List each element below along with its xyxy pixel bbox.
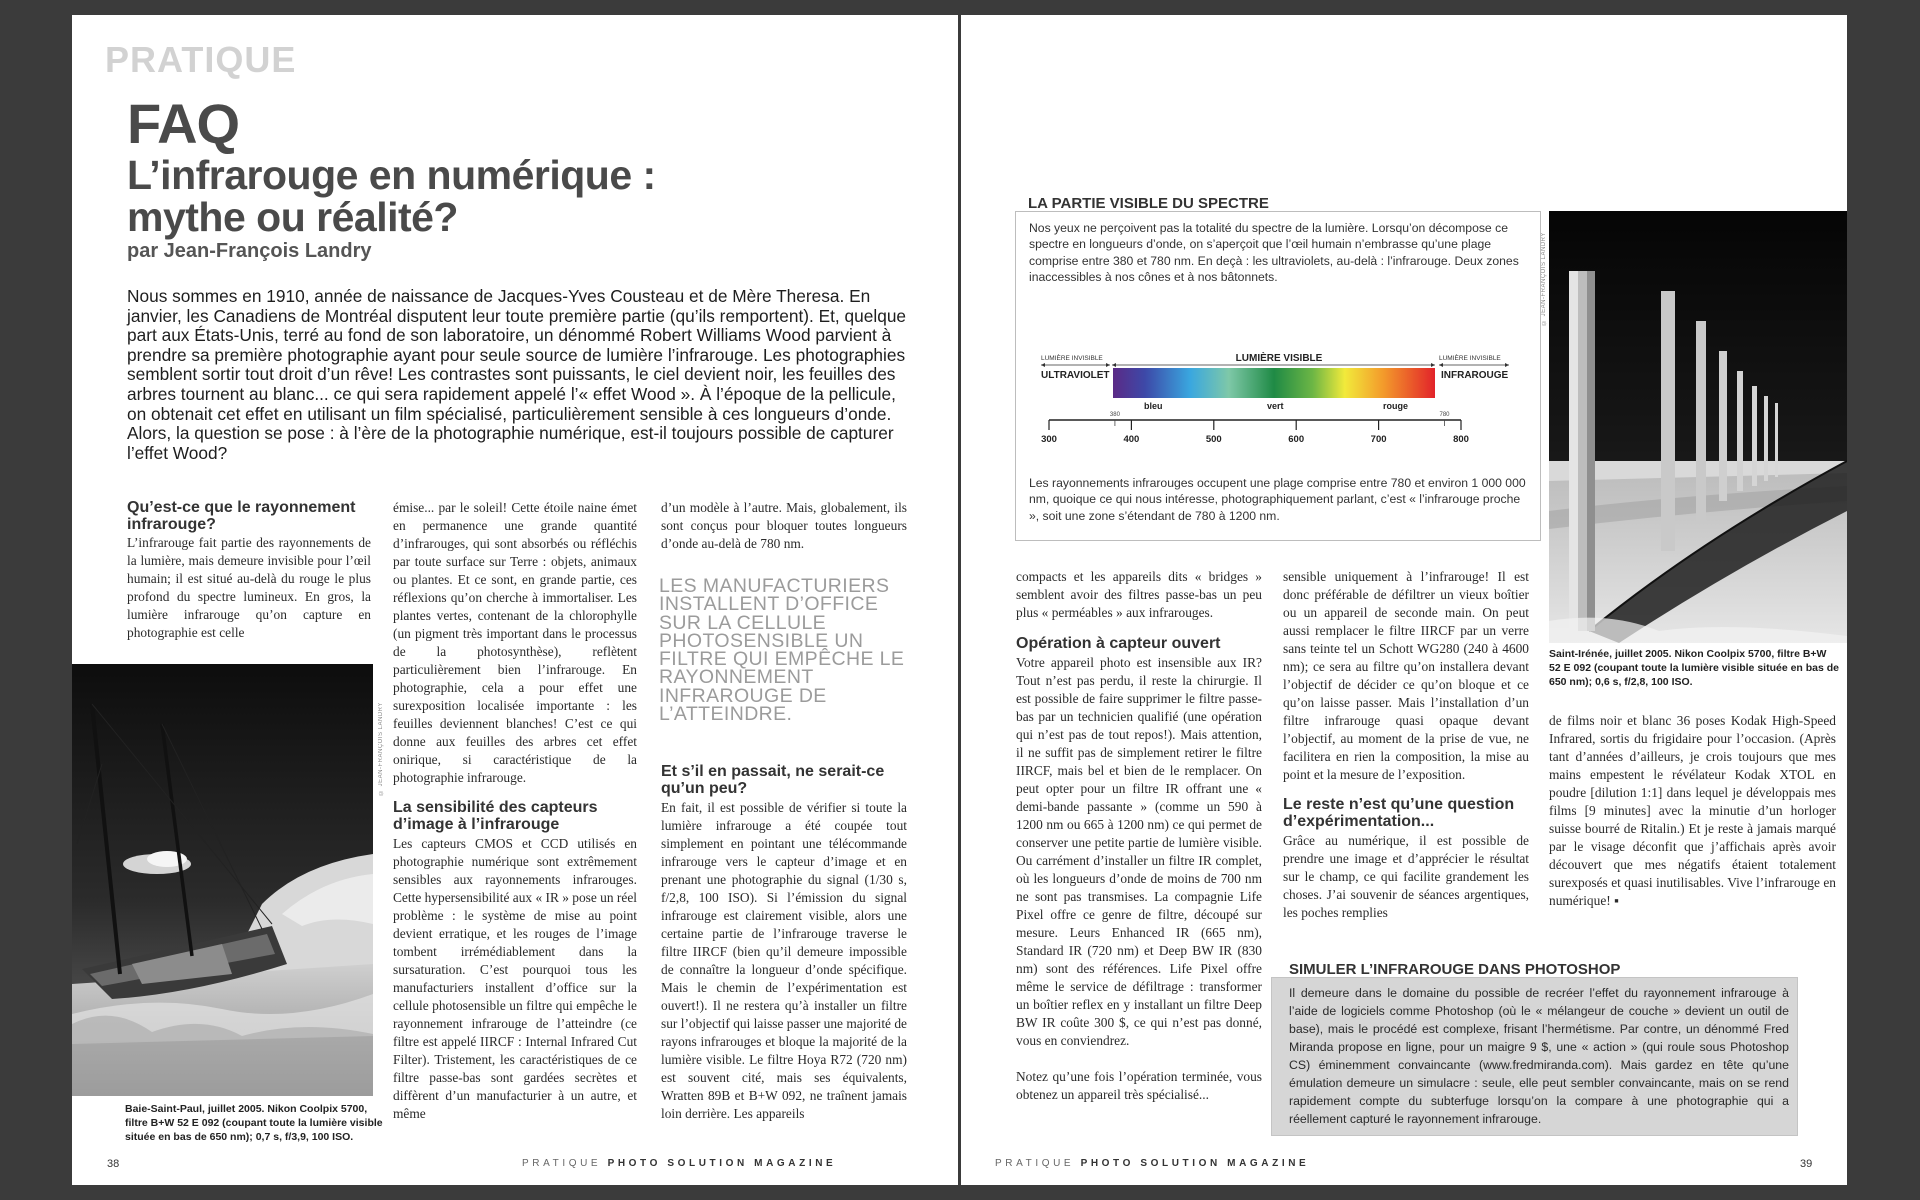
fence-photo: [1549, 211, 1847, 643]
tick-label-400: 400: [1123, 434, 1140, 445]
footer-magazine: PHOTO SOLUTION MAGAZINE: [1080, 1158, 1310, 1169]
section-heading: Qu’est-ce que le rayonnement infrarouge?: [127, 499, 356, 533]
tick-label-800: 800: [1453, 434, 1469, 445]
spectrum-svg: [1029, 330, 1529, 448]
tick-label-300: 300: [1041, 434, 1057, 445]
running-footer: [995, 1158, 1309, 1169]
body-text: En fait, il est possible de vérifier si toute la lumière infrarouge a été coupée tout simplement en pointant une télécommande infrarouge vers le capteur d’image et en prenant une photographie du signal (1/30 s, f/2,8, 100 ISO). Si l’émission du signal infrarouge est clairement visible, alors une certaine partie de l’infrarouge traverse le filtre IIRCF (bien qu’il demeure impossible de connaître la longueur d’onde spécifique. Mais le chemin de l’expérimentation est ouvert!). Il ne restera qu’à installer un filtre sur l’objectif qui laisse passer une majorité de rayons infrarouges et bloque la majorité de la lumière visible. Le filtre Hoya R72 (720 nm) est souvent cité, mais ses équivalents, Wratten 89B et B+W 092, ne traînent jamais loin derrière. Les appareils: [661, 800, 907, 1121]
label-infrared: INFRAROUGE: [1441, 370, 1509, 381]
visible-spectrum-bar: [1113, 368, 1435, 398]
label-ultraviolet: ULTRAVIOLET: [1041, 370, 1110, 381]
page-number: 38: [107, 1158, 120, 1170]
column-2: [1283, 568, 1529, 922]
sidebar-title: SIMULER L’INFRAROUGE DANS PHOTOSHOP: [1289, 961, 1621, 978]
photo-credit: © JEAN-FRANÇOIS LANDRY: [378, 702, 384, 795]
page-number: 39: [1800, 1158, 1813, 1170]
body-text: L’infrarouge fait partie des rayonnements de la lumière, mais demeure invisible pour l’œil humain; il est situé au-delà du rouge le plus profond du spectre lumineux. En gros, la lumière infrarouge qu’on capture en photographie est celle: [127, 535, 371, 640]
footer-section: PRATIQUE: [995, 1158, 1075, 1169]
spectrum-intro: Nos yeux ne perçoivent pas la totalité du spectre de la lumière. Lorsqu’on décompose ce spectre en longueurs d’onde, on s’aperçoit que l’œil humain n’embrasse qu’une plage comprise entre 380 et 780 nm. En deçà : les ultraviolets, au-delà : l’infrarouge. Deux zones inaccessibles à nos cônes et à nos bâtonnets.: [1029, 221, 1519, 284]
body-text: compacts et les appareils dits « bridges » semblent avoir des filtres passe-bas un peu plus « perméables » aux infrarouges.: [1016, 569, 1262, 620]
band-red: rouge: [1383, 401, 1409, 411]
section-heading: Et s’il en passait, ne serait-ce qu’un peu?: [661, 763, 885, 797]
body-text: Votre appareil photo est insensible aux IR? Tout n’est pas perdu, il reste la chirurgie. Il est possible de faire supprimer le filtre passe-bas par un technicien qualifié (une opération qui n’est pas de tout repos!). Mais attention, il ne suffit pas de simplement retirer le filtre IIRCF, mais bel et bien de le remplacer. On peut opter pour un filtre IR offrant une « demi-bande passante » (comme un 590 à 1200 nm ou 665 à 1200 nm) ce qui permet de conserver une petite partie de lumière visible. Ou carrément d’installer un filtre IR complet, où les longueurs d’onde de moins de 700 nm ne sont pas transmises. La compagnie Life Pixel offre ce genre de filtre, découpé sur mesure. Leurs Enhanced IR (665 nm), Standard IR (720 nm) et Deep BW IR (830 nm) sont des références. Life Pixel offre même le service de défiltrage : transformer un boîtier reflex en y installant un filtre Deep BW IR coûte 300 $, ce qui n’est pas donné, vous en conviendrez.: [1016, 655, 1262, 1048]
tick-label-700: 700: [1370, 434, 1387, 445]
spectrum-diagram: [1029, 330, 1529, 448]
boat-photo-image: [72, 664, 373, 1096]
photo-caption: Saint-Irénée, juillet 2005. Nikon Coolpix 5700, filtre B+W 52 E 092 (coupant toute la lumière visible située en bas de 650 nm); 0,6 s, f/2,8, 100 ISO.: [1549, 648, 1840, 688]
spectrum-outro: Les rayonnements infrarouges occupent une plage comprise entre 780 et environ 1 000 000 nm, quoique ce qui nous intéresse, photographiquement parlant, c’est « l’infrarouge proche », soit une zone s’étendant de 780 à 1200 nm.: [1029, 476, 1526, 523]
column-1: [1016, 568, 1262, 1104]
footer-section: PRATIQUE: [522, 1158, 602, 1169]
minor-tick-label-380: 380: [1109, 412, 1120, 418]
label-visible: LUMIÈRE VISIBLE: [1235, 353, 1323, 364]
sidebar-text: Il demeure dans le domaine du possible de recréer l’effet du rayonnement infrarouge à l’aide de logiciels comme Photoshop (où le « mélangeur de couche » devient un outil de base), mais le procédé est complexe, frisant l’hermétisme. Par contre, un dénommé Fred Miranda propose en ligne, pour un maigre 9 $, une « action » (qui roule sous Photoshop CS) éminemment convaincante (www.fredmiranda.com). Mais gardez en tête qu’une émulation demeure un simulacre : seule, elle peut sembler convaincante, mais on se rend rapidement compte du subterfuge lorsqu’on la compare à une photographie qui a réellement capturé le rayonnement infrarouge.: [1289, 986, 1789, 1126]
article-author: par Jean-François Landry: [127, 240, 372, 262]
pull-quote: LES MANUFACTURIERS INSTALLENT D’OFFICE SUR LA CELLULE PHOTOSENSIBLE UN FILTRE QUI EMPÊCHE LE RAYONNEMENT INFRAROUGE DE L’ATTEINDRE.: [659, 575, 905, 726]
label-invisible-left: LUMIÈRE INVISIBLE: [1041, 355, 1103, 362]
minor-tick-label-780: 780: [1439, 412, 1450, 418]
boat-photo: [72, 664, 373, 1096]
band-blue: bleu: [1144, 401, 1163, 411]
photo-caption: Baie-Saint-Paul, juillet 2005. Nikon Coolpix 5700, filtre B+W 52 E 092 (coupant toute la lumière visible située en bas de 650 nm); 0,7 s, f/3,9, 100 ISO.: [125, 1103, 383, 1143]
body-text: Grâce au numérique, il est possible de prendre une image et d’apprécier le résultat sur le champ, ce qui facilite grandement les choses. J’ai souvenir de séances argentiques, les poches remplies: [1283, 833, 1529, 920]
photo-credit: © JEAN-FRANÇOIS LANDRY: [1541, 232, 1547, 325]
body-text: émise... par le soleil! Cette étoile naine émet en permanence une grande quantité d’infrarouges, qui sont absorbés ou réfléchis par toute surface sur Terre : objets, animaux ou plantes. Et ce sont, en grande partie, ces réflexions qu’on cherche à immortaliser. Les plantes vertes, contenant de la chlorophylle (un pigment très important dans le processus de la photosynthèse), reflètent particulièrement bien l’infrarouge. En photographie, cela a pour effet une surexposition localisée importante : les feuilles deviennent blanches! C’est ce qui donne aux feuilles des arbres cet effet onirique, si caractéristique de la photographie infrarouge.: [393, 500, 637, 785]
tick-label-600: 600: [1288, 434, 1305, 445]
footer-magazine: PHOTO SOLUTION MAGAZINE: [607, 1158, 837, 1169]
section-heading: Le reste n’est qu’une question d’expérimentation...: [1283, 796, 1515, 830]
right-page: [961, 15, 1847, 1185]
body-text: sensible uniquement à l’infrarouge! Il est donc préférable de défiltrer un vieux boîtier ou un appareil de seconde main. On peut aussi remplacer le filtre IIRCF par un verre sans teinte tel un Schott WG280 (240 à 4600 nm); ce sera au filtre qu’on installera devant l’objectif de décider ce qu’on bloque et ce qu’on laisse passer. Mais l’installation d’un filtre infrarouge quasi opaque devant l’objectif, au moment de la prise de vue, ne facilitera en rien la composition, la mise au point et la mesure de l’exposition.: [1283, 569, 1529, 782]
body-text: de films noir et blanc 36 poses Kodak High-Speed Infrared, sortis du frigidaire pour l’occasion. (Après tant d’années d’ailleurs, je crois toujours que mes mains empestent le révélateur Kodak XTOL en poudre [dilution 1:1] dans lequel je développais mes films [9 minutes] avec la minutie d’un horloger suisse bourré de Ritalin.) Et je reste à jamais marqué par le visage déconfit que j’affichais après avoir découvert que mes négatifs étaient totalement surexposés et quasi inutilisables. Vive l’infrarouge en numérique! ▪: [1549, 713, 1836, 908]
body-text: Notez qu’une fois l’opération terminée, vous obtenez un appareil très spécialisé...: [1016, 1069, 1262, 1102]
running-footer: [522, 1158, 836, 1169]
body-text: d’un modèle à l’autre. Mais, globalement, ils sont conçus pour bloquer toutes longueurs d’onde au-delà de 780 nm.: [661, 500, 907, 551]
article-title: L’infrarouge en numérique : mythe ou réalité?: [127, 152, 656, 240]
band-green: vert: [1267, 401, 1284, 411]
column-1: [127, 499, 371, 642]
column-3: [661, 499, 907, 553]
section-heading: La sensibilité des capteurs d’image à l’infrarouge: [393, 799, 598, 833]
tick-label-500: 500: [1205, 434, 1222, 445]
column-3b: [661, 763, 907, 1123]
label-invisible-right: LUMIÈRE INVISIBLE: [1439, 355, 1501, 362]
axis-ticks: [1041, 412, 1469, 445]
section-heading: Opération à capteur ouvert: [1016, 635, 1221, 652]
fence-photo-image: [1549, 211, 1847, 643]
column-2: [393, 499, 637, 1123]
column-3: [1549, 712, 1836, 910]
lead-paragraph: Nous sommes en 1910, année de naissance de Jacques-Yves Cousteau et de Mère Theresa. En janvier, les Canadiens de Montréal disputent leur toute première partie (qu’ils remportent). Et, quelque part aux États-Unis, terré au fond de son laboratoire, un dénommé Robert Williams Wood parvient à prendre sa première photographie ayant pour seule source de lumière l’infrarouge. Les photographies semblent sortir tout droit d’un rêve! Les contrastes sont puissants, le ciel devient noir, les feuilles des arbres tournent au blanc... ce qui sera rapidement appelé l’« effet Wood ». À l’époque de la pellicule, on obtenait cet effet en utilisant un film spécialisé, particulièrement sensible à ces longueurs d’onde. Alors, la question se pose : à l’ère de la photographie numérique, est-il toujours possible de capturer l’effet Wood?: [127, 286, 907, 463]
section-label: PRATIQUE: [105, 39, 297, 80]
left-page: [72, 15, 958, 1185]
spectrum-box-title: LA PARTIE VISIBLE DU SPECTRE: [1028, 195, 1269, 212]
body-text: Les capteurs CMOS et CCD utilisés en photographie numérique sont extrêmement sensibles aux rayonnements infrarouges. Cette hypersensibilité aux « IR » pose un réel problème : le système de mise au point devient erratique, et les rouges de l’image tombent irrémédiablement dans la sursaturation. C’est pourquoi tous les manufacturiers installent d’office sur la cellule photosensible un filtre qui empêche le rayonnement infrarouge de l’atteindre (ce filtre est appelé IIRCF : Internal Infrared Cut Filter). Tristement, les caractéristiques de ce filtre passe-bas sont gardées secrètes et diffèrent d’un manufacturier à un autre, et même: [393, 836, 637, 1121]
faq-heading: FAQ: [127, 92, 240, 155]
